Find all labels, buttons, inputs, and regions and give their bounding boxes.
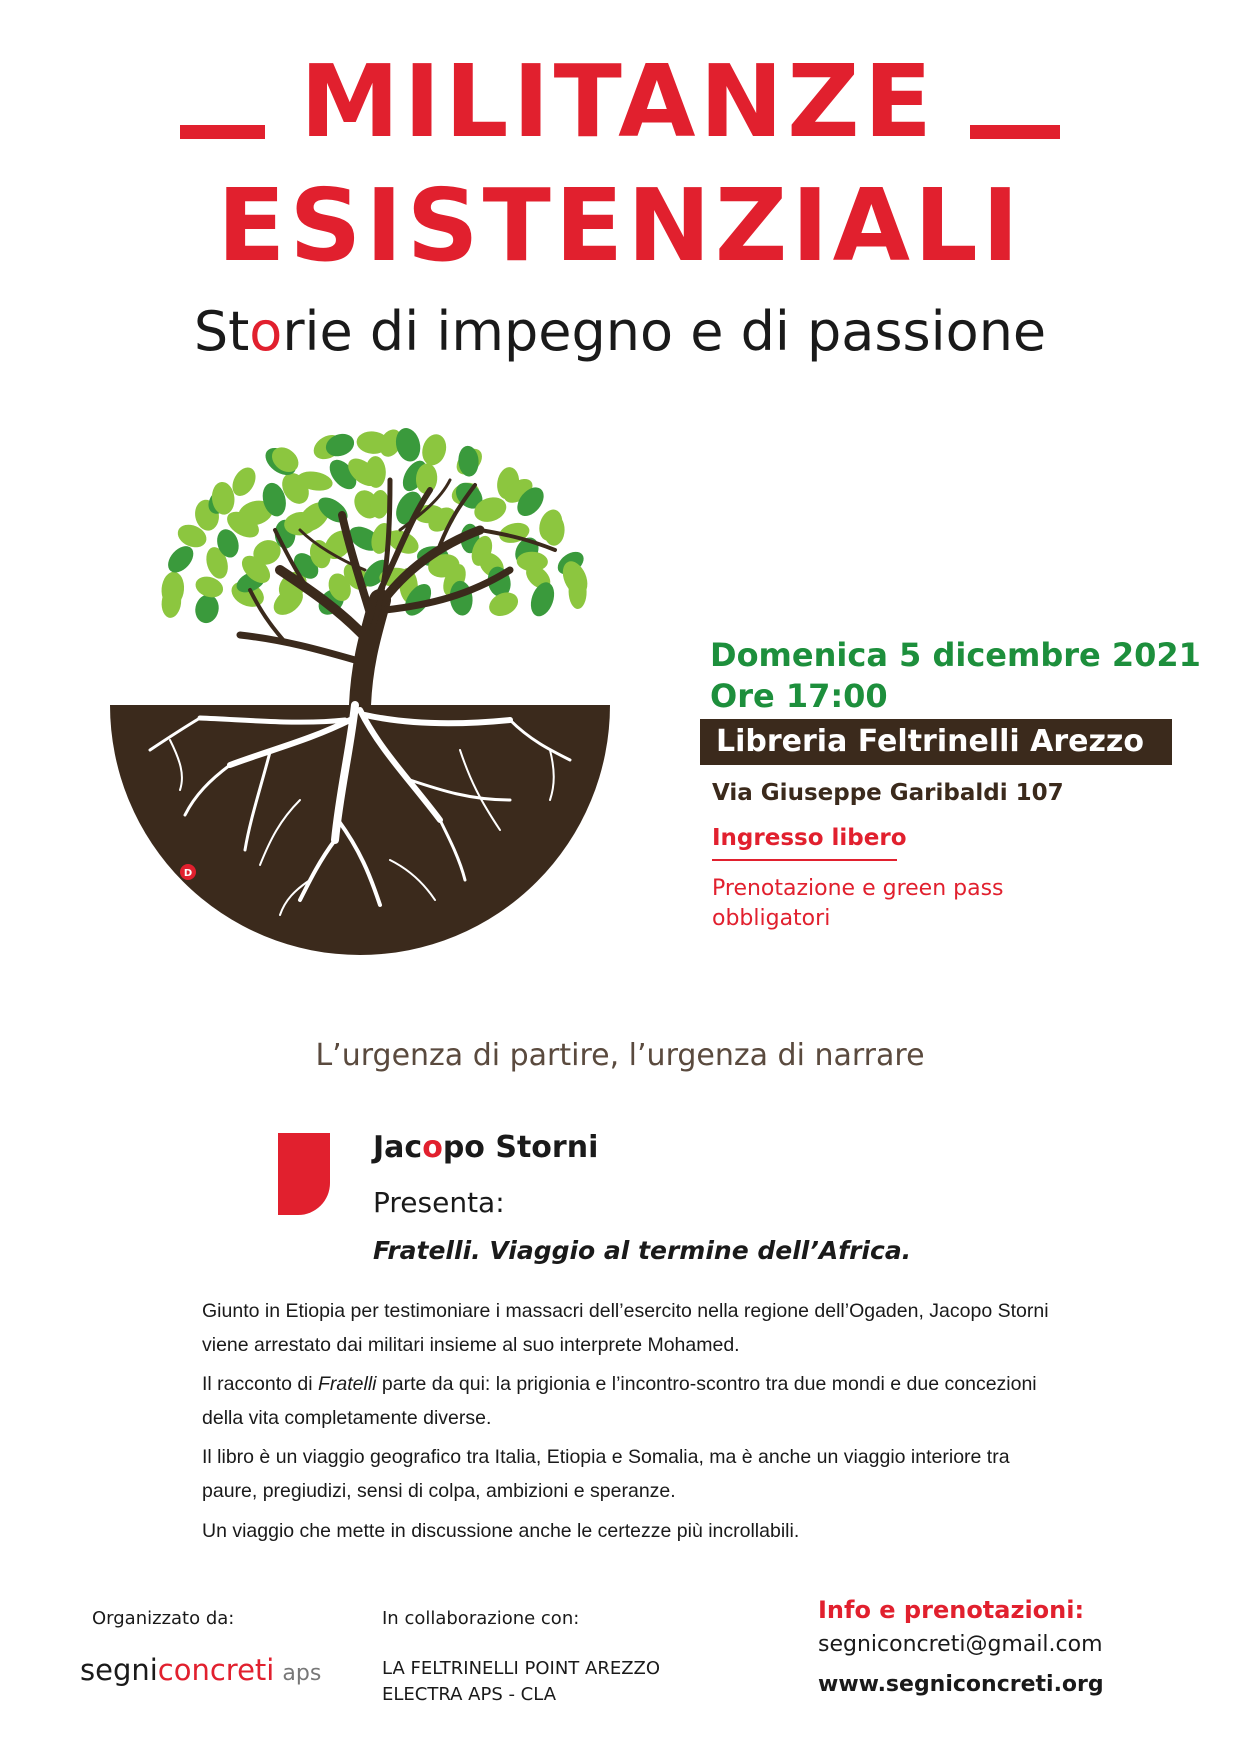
signature-mark-letter: D [183, 868, 193, 879]
collaborator-2: ELECTRA APS - CLA [382, 1684, 557, 1705]
booking-note: Prenotazione e green pass obbligatori [712, 876, 1004, 931]
title-rule-left [180, 125, 265, 139]
poster-title-line2: ESISTENZIALI [217, 167, 1023, 284]
entry-info: Ingresso libero [712, 825, 907, 851]
tagline: L’urgenza di partire, l’urgenza di narrare [315, 1038, 925, 1073]
poster-subtitle: Storie di impegno e di passione [193, 300, 1047, 363]
organizer-label: Organizzato da: [92, 1608, 235, 1629]
venue-address: Via Giuseppe Garibaldi 107 [712, 780, 1064, 806]
entry-underline [712, 859, 897, 861]
collaboration-label: In collaborazione con: [382, 1608, 580, 1629]
author-red-mark [278, 1133, 330, 1215]
soil-semicircle [110, 705, 610, 955]
author-name: Jacopo Storni [373, 1130, 599, 1165]
description-paragraph-2: Il racconto di Fratelli parte da qui: la prigionia e l’incontro-scontro tra due mondi e due concezioni della vita completamente diverse. [202, 1373, 1037, 1429]
info-title: Info e prenotazioni: [818, 1596, 1085, 1624]
presents-label: Presenta: [373, 1186, 505, 1219]
title-rule-right [970, 125, 1060, 139]
collaborator-1: LA FELTRINELLI POINT AREZZO [382, 1658, 661, 1679]
tree-illustration [110, 420, 690, 980]
event-time: Ore 17:00 [710, 677, 888, 715]
leaf [485, 588, 522, 621]
event-date: Domenica 5 dicembre 2021 [710, 636, 1201, 674]
venue-name: Libreria Feltrinelli Arezzo [716, 724, 1144, 759]
book-title: Fratelli. Viaggio al termine dell’Africa. [373, 1236, 912, 1265]
organizer-logo: segniconcreti aps [80, 1653, 322, 1687]
description-paragraph-1: Giunto in Etiopia per testimoniare i massacri dell’esercito nella regione dell’Ogaden, Jacopo Storni viene arrestato dai militari insieme al suo interprete Mohamed. [202, 1300, 1049, 1356]
description-paragraph-4: Un viaggio che mette in discussione anche le certezze più incrollabili. [202, 1520, 800, 1542]
leaf [527, 579, 559, 619]
description-paragraph-3: Il libro è un viaggio geografico tra Italia, Etiopia e Somalia, ma è anche un viaggio interiore tra paure, pregiudizi, sensi di colpa, ambizioni e speranze. [202, 1446, 1010, 1502]
info-email-link[interactable]: segniconcreti@gmail.com [818, 1632, 1103, 1657]
poster-title-line1: MILITANZE [300, 43, 936, 160]
info-website-link[interactable]: www.segniconcreti.org [818, 1672, 1104, 1697]
leaf [193, 593, 222, 626]
